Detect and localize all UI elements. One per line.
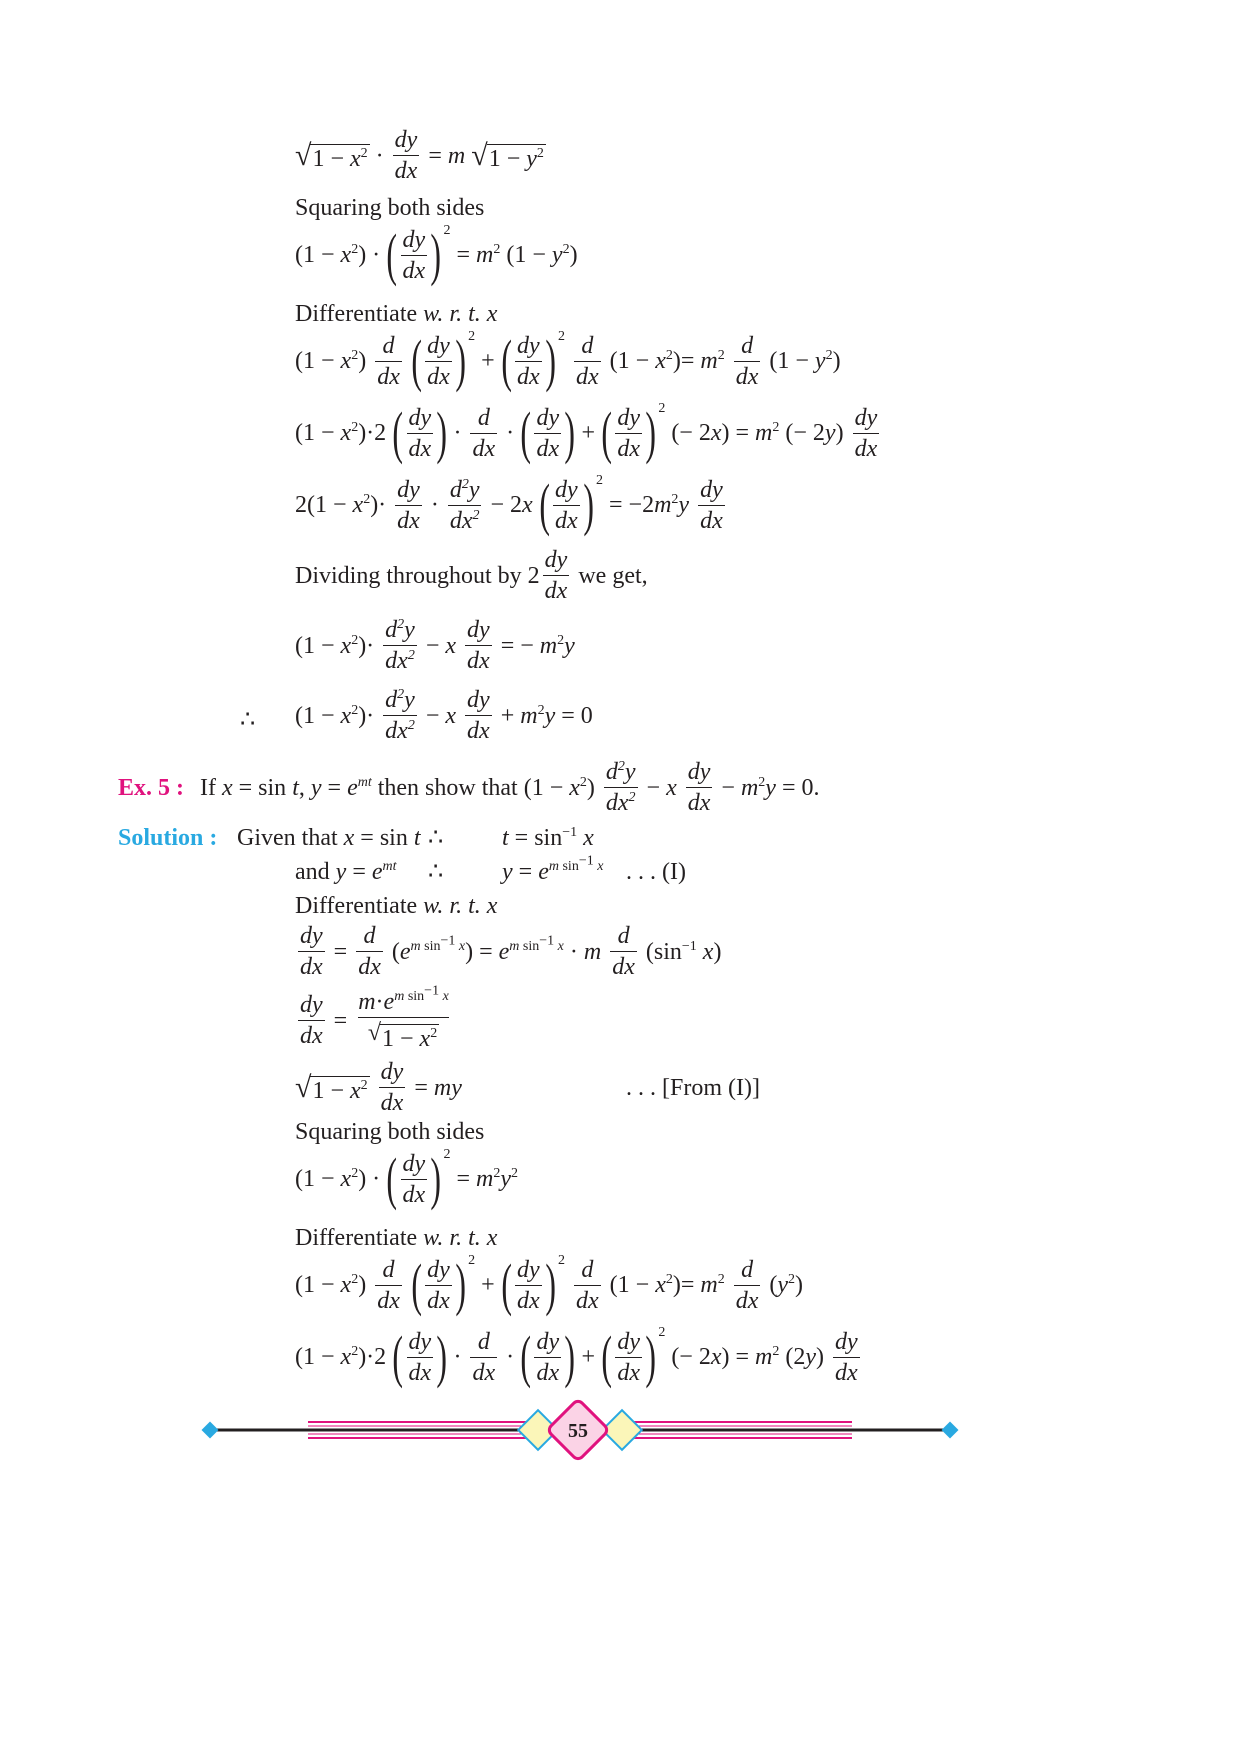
footer-ornament	[0, 1390, 1241, 1470]
differentiate-label: Differentiate	[295, 893, 418, 919]
equation-line: $(1 - x^2)$ $\frac{d}{dx}$ ( $\frac{dy}{dx}$ ) 2 + ( $\frac{dy}{dx}$ ) 2 $\frac{d}{dx}$ $(1 - x^2)= m^2$ $\frac{d}{dx}$ $(y^2)$	[295, 1252, 804, 1317]
text-line: Squaring both sides	[295, 1119, 485, 1145]
equation-line: $(1 - x^2)$ · ( $\frac{dy}{dx}$ ) 2 = $m^2$ $(1 - y^2)$	[295, 222, 578, 287]
equation-line: Given that x = sin t	[237, 825, 421, 851]
wrt-label: w. r. t. x	[423, 1225, 498, 1251]
solution-label: Solution :	[118, 825, 218, 851]
text-line: Dividing throughout by 2 $\frac{dy}{dx}$ we get,	[295, 547, 648, 604]
differentiate-label: Differentiate	[295, 301, 418, 327]
text-line	[295, 302, 497, 326]
text-line	[295, 894, 497, 918]
equation-line: $(1 - x^2)\cdot 2$ ( $\frac{dy}{dx}$ ) · $\frac{d}{dx}$ · ( $\frac{dy}{dx}$ ) + ( $\frac{dy}{dx}$ ) 2 (− $2x) = m^2$ (2y) $\frac{dy}{dx}$	[295, 1324, 858, 1389]
equation-line: √ $1 - x^2$ · $\frac{dy}{dx}$ = m √ $1 - y^2$	[295, 127, 544, 184]
equation-line: $\frac{dy}{dx}$ = $\frac{d}{dx}$ $(e^{m sin^{-1} x}) = e^{m sin^{-1} x} \cdot m$ $\frac{d}{dx}$ ($\sin^{-1}$ x)	[300, 923, 722, 980]
wrt-label: w. r. t. x	[423, 301, 498, 327]
equation-line: $2(1 - x^2)\cdot$ $\frac{dy}{dx}$ · $\frac{d^2y}{dx^2}$ − 2x ( $\frac{dy}{dx}$ ) 2 = $-2m^2y$ $\frac{dy}{dx}$	[295, 472, 723, 537]
therefore-symbol: ∴	[240, 707, 256, 733]
text-line	[295, 1226, 497, 1250]
given-label: Given that	[237, 825, 338, 851]
from-reference: . . . [From (I)]	[626, 1075, 760, 1101]
solution-line	[118, 826, 217, 850]
equation-line: $(1 - x^2)\cdot$ $\frac{d^2y}{dx^2}$ − x $\frac{dy}{dx}$ = − $m^2y$	[295, 617, 575, 674]
footer-small-diamond-right	[602, 1410, 642, 1450]
therefore-symbol: ∴	[428, 859, 444, 885]
footer-left-diamond	[202, 1422, 219, 1439]
wrt-label: w. r. t. x	[423, 893, 498, 919]
equation-line: $(1 - x^2)$ $\frac{d}{dx}$ ( $\frac{dy}{dx}$ ) 2 + ( $\frac{dy}{dx}$ ) 2 $\frac{d}{dx}$ $(1 - x^2)= m^2$ $\frac{d}{dx}$ $(1 - y^2)$	[295, 328, 841, 393]
equation-ref: . . . (I)	[626, 859, 686, 885]
equation-line: $(1 - x^2)$ · ( $\frac{dy}{dx}$ ) 2 = $m^2y^2$	[295, 1146, 519, 1211]
therefore-symbol: ∴	[428, 825, 444, 851]
text-line: Squaring both sides	[295, 195, 485, 221]
page-number: 55	[568, 1420, 588, 1442]
equation-line: √ $1 - x^2$ $\frac{dy}{dx}$ = my	[295, 1059, 462, 1116]
example-statement: Ex. 5 : If x = sin t, $y = e^{mt}$ then show that $(1 - x^2)$ $\frac{d^2y}{dx^2}$ − x $\frac{dy}{dx}$ − $m^2y = 0$.	[118, 759, 820, 816]
equation-line: $(1 - x^2)\cdot 2$ ( $\frac{dy}{dx}$ ) · $\frac{d}{dx}$ · ( $\frac{dy}{dx}$ ) + ( $\frac{dy}{dx}$ ) 2 (− $2x) = m^2$ (− 2y) $\frac{dy}{dx}$	[295, 400, 878, 465]
example-label: Ex. 5 :	[118, 774, 184, 801]
equation-line: $y = e^{m sin^{-1} x}$	[502, 853, 604, 885]
equation-line: $\frac{dy}{dx}$ = $m\cdot e^{m sin^{-1} x}$ √ $1 - x^2$	[300, 983, 449, 1052]
equation-line: $t = \sin^{-1} x$	[502, 825, 594, 851]
dividing-label: Dividing throughout by	[295, 562, 522, 589]
differentiate-label: Differentiate	[295, 1225, 418, 1251]
footer-right-diamond	[942, 1422, 959, 1439]
we-get-label: we get,	[578, 562, 648, 589]
equation-line: $(1 - x^2)\cdot$ $\frac{d^2y}{dx^2}$ − x $\frac{dy}{dx}$ + $m^2y = 0$	[295, 687, 593, 744]
equation-line: and $y = e^{mt}$	[295, 859, 397, 885]
